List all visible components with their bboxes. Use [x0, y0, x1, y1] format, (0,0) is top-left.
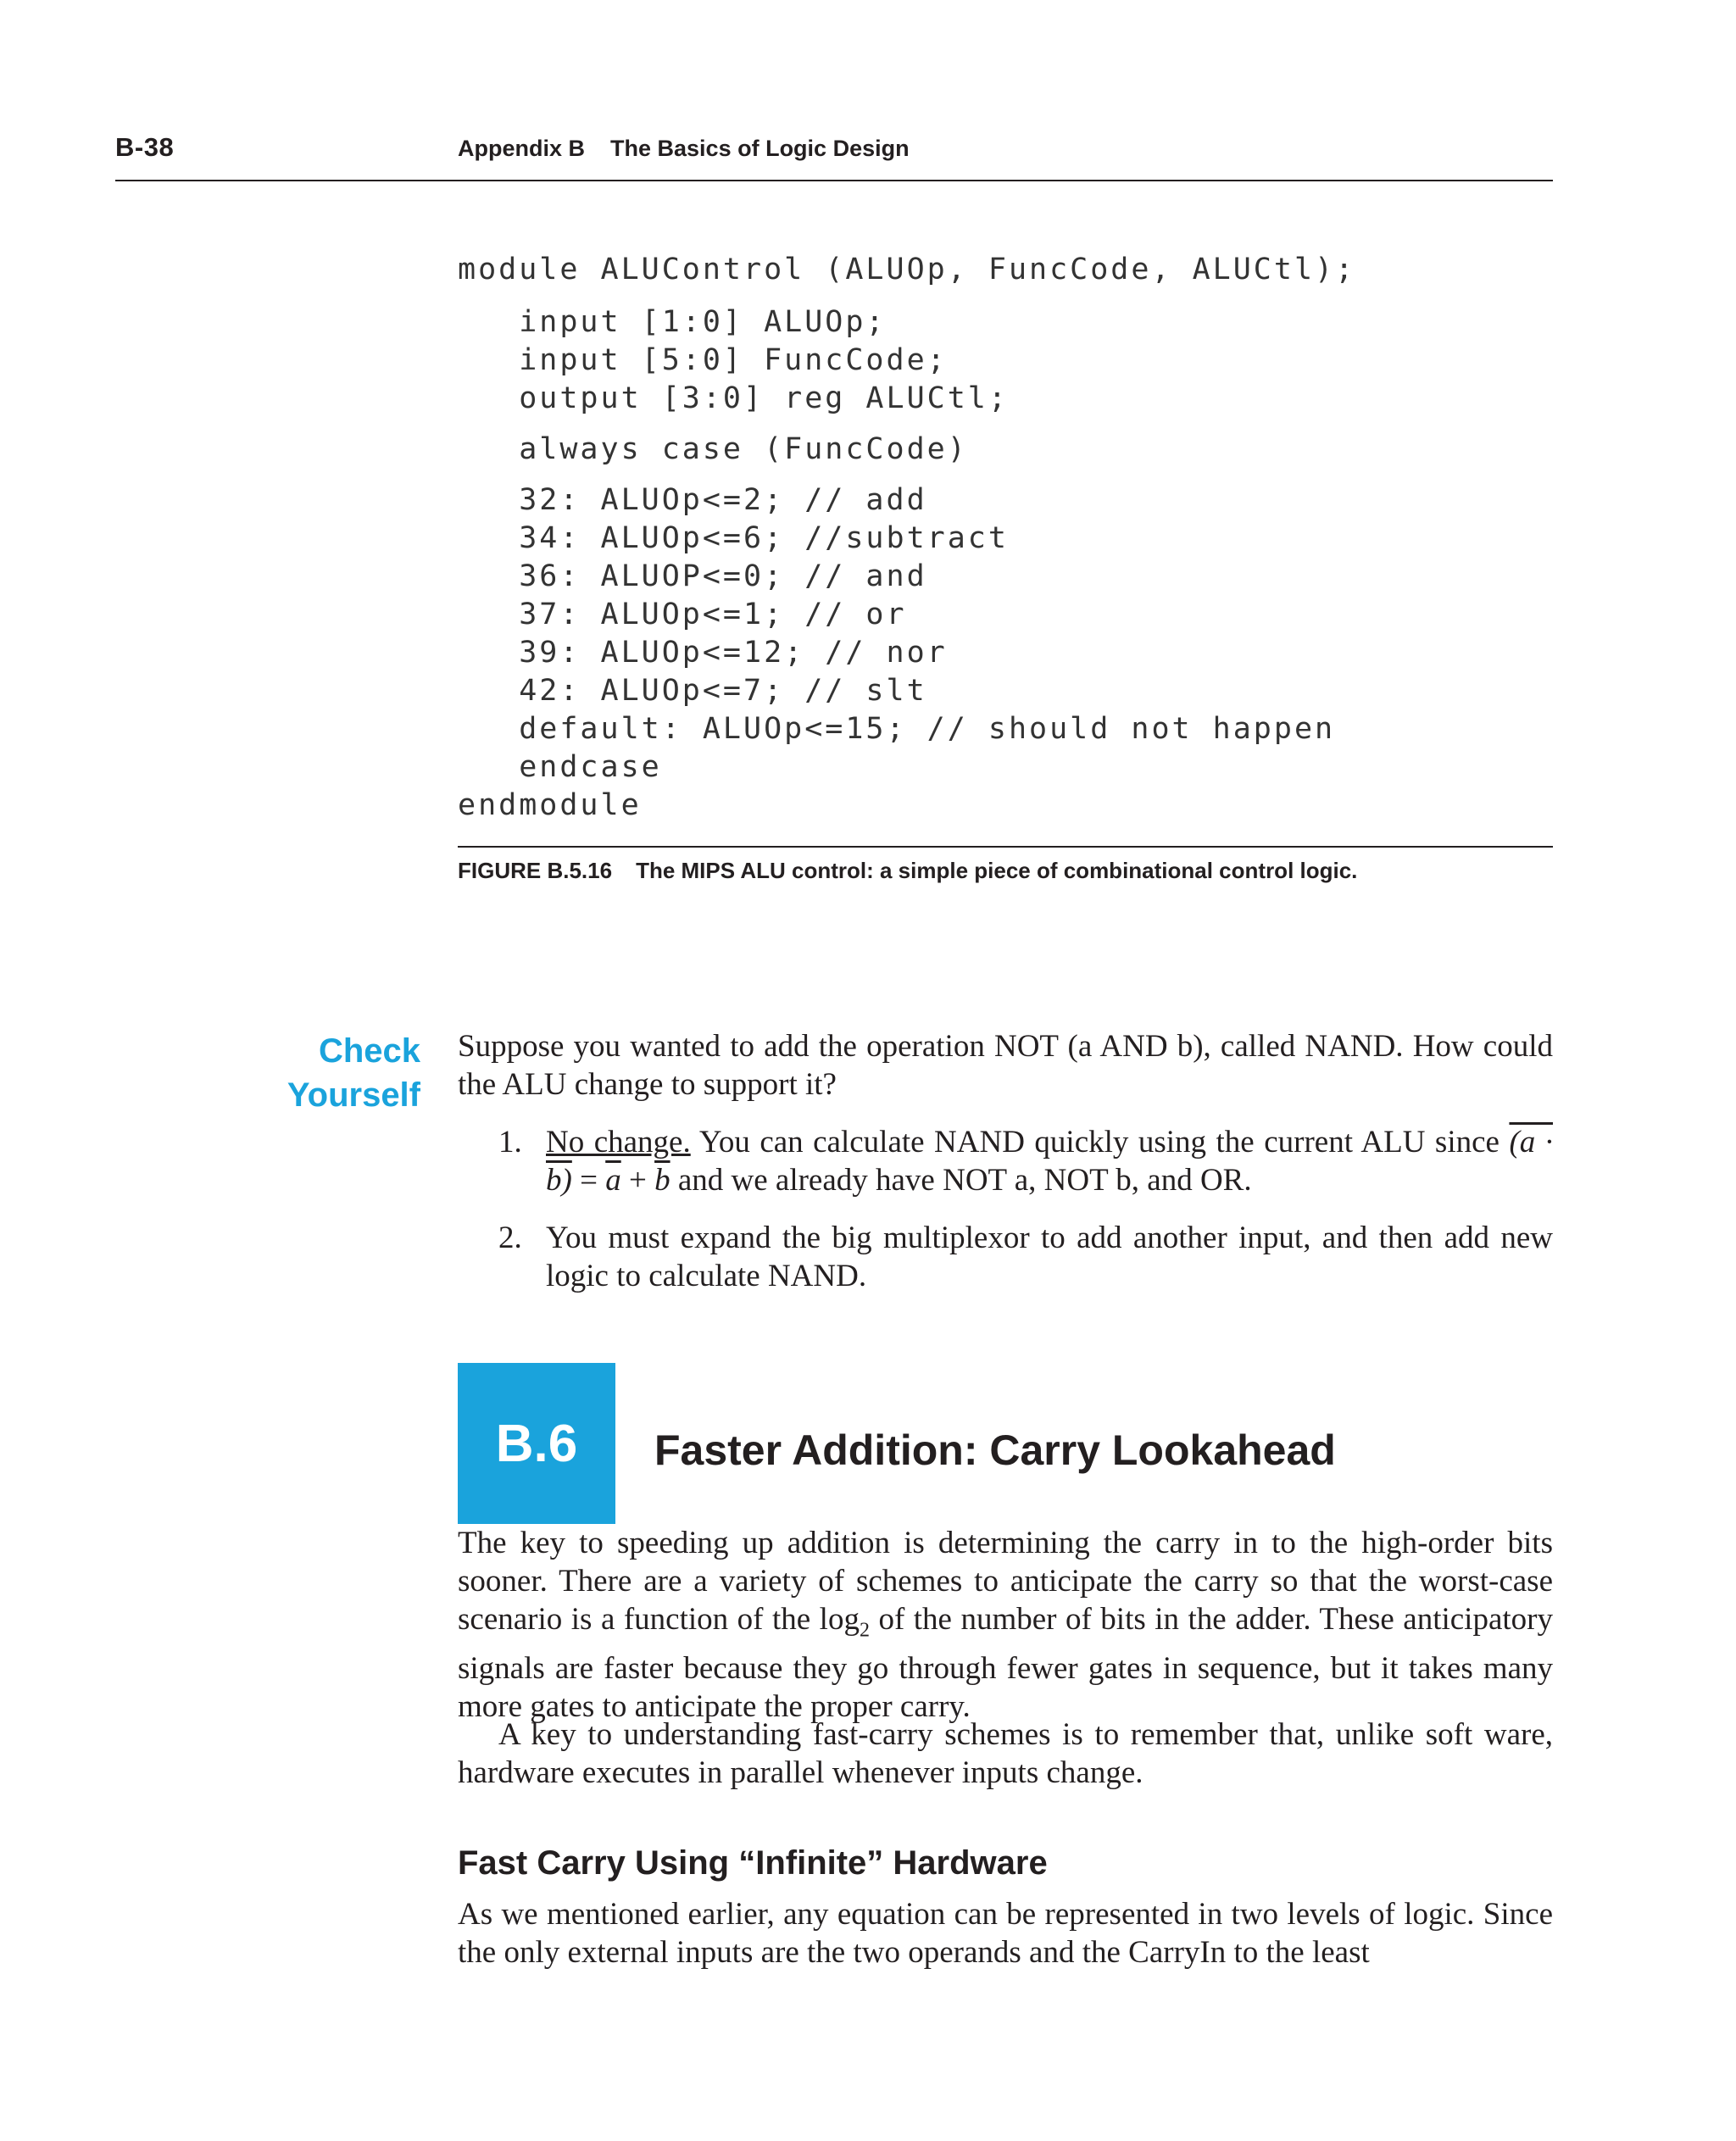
check-label-line1: Check — [318, 1032, 420, 1070]
code-line: 34: ALUOp<=6; //subtract — [458, 521, 1009, 555]
body-paragraph: As we mentioned earlier, any equation can be represented in two levels of logic. Since the only external inputs are the two operands and the CarryIn to the least — [458, 1897, 1553, 1970]
figure-caption — [458, 858, 1357, 884]
code-line: always case (FuncCode) — [458, 432, 968, 466]
code-line: output [3:0] reg ALUCtl; — [458, 381, 1009, 415]
math-equals: = — [571, 1163, 606, 1198]
para1-text-a: The key to speeding up addition is determining the carry in to the high-order bits sooner. There are a variety of schemes to anticipate the carry so that the worst-case scenario is a function of the log — [458, 1526, 1553, 1637]
code-line: endcase — [458, 750, 662, 784]
math-a-bar: $\overline{a}$ — [605, 1163, 621, 1198]
answer-text-cont: and we already have NOT a, NOT b, and OR. — [670, 1163, 1252, 1198]
figure-caption-text: The MIPS ALU control: a simple piece of combinational control logic. — [636, 858, 1358, 883]
code-line: endmodule — [458, 788, 642, 822]
appendix-label: Appendix B — [458, 136, 586, 161]
code-line: 39: ALUOp<=12; // nor — [458, 636, 948, 670]
header-rule — [115, 180, 1553, 181]
code-line: default: ALUOp<=15; // should not happen — [458, 712, 1336, 746]
code-line: 37: ALUOp<=1; // or — [458, 598, 907, 631]
running-header — [458, 136, 910, 162]
list-item-number: 1. — [498, 1125, 522, 1159]
list-item — [546, 1123, 1553, 1199]
code-line: 42: ALUOp<=7; // slt — [458, 674, 927, 708]
chapter-title: The Basics of Logic Design — [610, 136, 910, 161]
subsection-heading: Fast Carry Using “Infinite” Hardware — [458, 1844, 1048, 1882]
figure-label: FIGURE B.5.16 — [458, 858, 613, 883]
code-line: 32: ALUOp<=2; // add — [458, 483, 927, 517]
section-number: B.6 — [495, 1415, 578, 1473]
answer-text: You can calculate NAND quickly using the current ALU since — [690, 1125, 1500, 1159]
code-line: 36: ALUOP<=0; // and — [458, 559, 927, 593]
code-line: input [1:0] ALUOp; — [458, 305, 887, 339]
para1-text-b: of the number of bits in the adder. These anticipatory signals are faster because they go through fewer gates in sequence, but it takes many more gates to anticipate the proper carry. — [458, 1602, 1553, 1725]
code-line: input [5:0] FuncCode; — [458, 343, 948, 377]
answer-lead: No change. — [546, 1125, 691, 1159]
figure-rule — [458, 846, 1553, 848]
log-subscript: 2 — [859, 1619, 870, 1642]
check-yourself-label — [287, 1029, 420, 1117]
para2-text: A key to understanding fast-carry schemes is to remember that, unlike soft ware, hardware executes in parallel whenever inputs change. — [458, 1717, 1553, 1790]
body-paragraph — [458, 1716, 1553, 1792]
math-plus: + — [620, 1163, 655, 1198]
check-label-line2: Yourself — [287, 1076, 420, 1114]
math-b-bar: $\overline{b}$ — [654, 1163, 670, 1198]
check-yourself-question: Suppose you wanted to add the operation NOT (a AND b), called NAND. How could the ALU change to support it? — [458, 1029, 1553, 1102]
list-item: You must expand the big multiplexor to add another input, and then add new logic to calculate NAND. — [546, 1221, 1553, 1293]
code-line: module ALUControl (ALUOp, FuncCode, ALUCtl); — [458, 253, 1356, 286]
body-paragraph — [458, 1524, 1553, 1726]
page-number: B-38 — [115, 132, 175, 162]
section-title: Faster Addition: Carry Lookahead — [654, 1426, 1336, 1474]
math-expression-lhs: (a · b) — [546, 1125, 1553, 1198]
list-item-number: 2. — [498, 1221, 522, 1255]
